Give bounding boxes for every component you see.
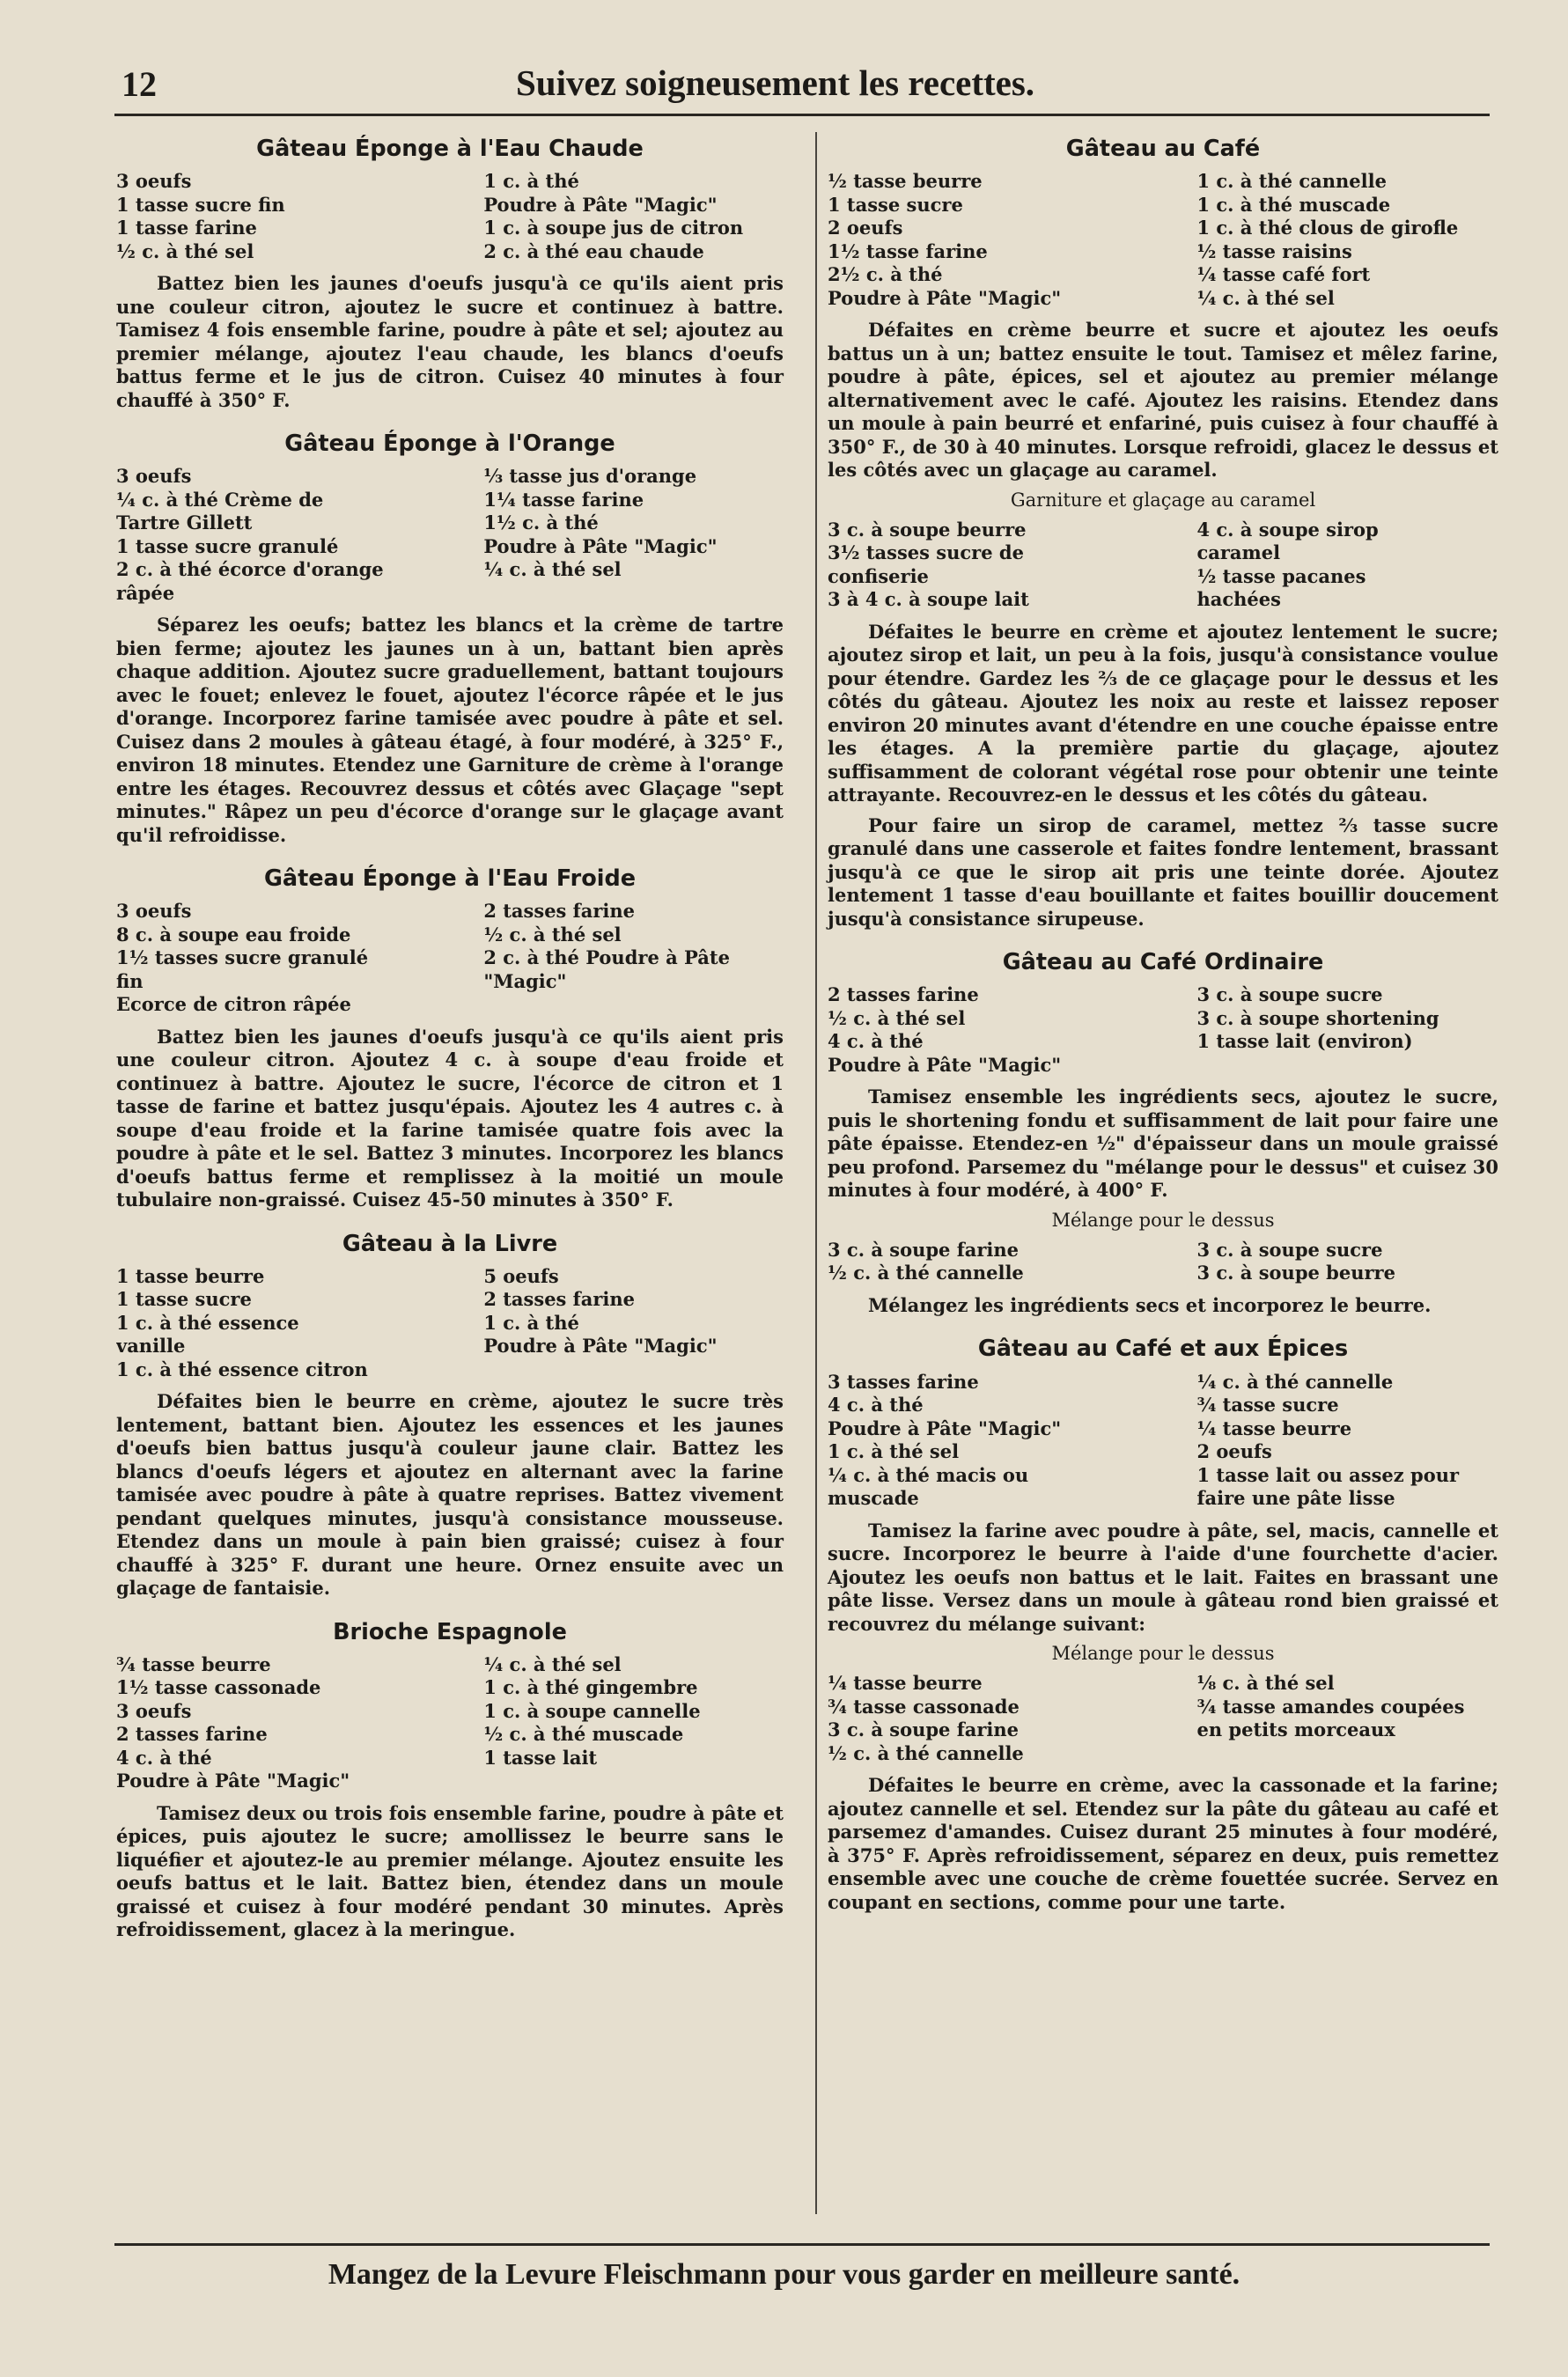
ingredient-item: Poudre à Pâte "Magic" xyxy=(828,286,1062,309)
recipe-title: Gâteau Éponge à l'Eau Froide xyxy=(263,865,637,893)
ingredient-item: 2 c. à thé eau chaude xyxy=(483,239,704,262)
ingredient-item: 1 c. à thé xyxy=(483,170,579,193)
ingredient-item: 3 oeufs xyxy=(116,170,192,193)
instructions-paragraph: Battez bien les jaunes d'oeufs jusqu'à ce qu'ils aient pris une couleur citron. Ajoutez 4 c. à soupe d'eau froide et continuez à battre. Ajoutez le sucre, l'écorce de citron et 1 tasse de farine et battez jusqu'épais. Ajoutez les 4 autres c. à soupe d'eau froide et la farine tamisée quatre fois avec la poudre à pâte et le sel. Battez 3 minutes. Incorporez les blancs d'oeufs battus ferme et remplissez à la moitié un moule tubulaire non-graissé. Cuisez 45-50 minutes à 350° F. xyxy=(116,1025,784,1211)
ingredient-item: 1 c. à thé cannelle xyxy=(1196,170,1387,193)
ingredient-item: ¼ tasse café fort xyxy=(1196,263,1371,286)
left-column xyxy=(116,136,784,1961)
ingredient-item: faire une pâte lisse xyxy=(1196,1487,1395,1510)
instructions-paragraph: Tamisez ensemble les ingrédients secs, ajoutez le sucre, puis le shortening fondu et suffisamment de lait pour faire une pâte épaisse. Etendez-en ½" d'épaisseur dans un moule graissé peu profond. Parsemez du "mélange pour le dessus" et cuisez 30 minutes à four modéré, à 400° F. xyxy=(828,1085,1498,1202)
ingredient-item: 2½ c. à thé xyxy=(828,263,943,286)
ingredient-item: vanille xyxy=(116,1335,186,1358)
ingredient-list xyxy=(828,983,1498,1077)
ingredient-item: 1 tasse farine xyxy=(116,217,257,239)
recipe-section xyxy=(116,1620,784,1942)
ingredient-item: 1¼ tasse farine xyxy=(483,488,644,511)
instructions-paragraph: Pour faire un sirop de caramel, mettez ⅔ tasse sucre granulé dans une casserole et faites fondre lentement, brassant jusqu'à ce que le sirop ait pris une teinte dorée. Ajoutez lentement 1 tasse d'eau bouillante et faites bouillir doucement jusqu'à consistance sirupeuse. xyxy=(828,813,1498,930)
ingredient-item: en petits morceaux xyxy=(1196,1718,1395,1741)
ingredient-list xyxy=(116,1653,784,1793)
recipe-title: Gâteau Éponge à l'Orange xyxy=(284,431,615,458)
ingredient-item: 1 c. à thé gingembre xyxy=(483,1676,698,1699)
ingredient-item: 1½ tasse farine xyxy=(828,239,988,262)
instructions-paragraph: Défaites le beurre en crème et ajoutez lentement le sucre; ajoutez sirop et lait, un peu à la fois, jusqu'à consistance voulue pour étendre. Gardez les ⅔ de ce glaçage pour le dessus et les côtés du gâteau. Ajoutez les noix au reste et laissez reposer environ 20 minutes avant d'étendre en une couche épaisse entre les étages. A la première partie du glaçage, ajoutez suffisamment de colorant végétal rose pour obtenir une teinte attrayante. Recouvrez-en le dessus et les côtés du gâteau. xyxy=(828,620,1498,806)
ingredient-list xyxy=(828,1371,1498,1511)
ingredient-item: 1 c. à soupe cannelle xyxy=(483,1699,701,1722)
ingredient-item: 4 c. à soupe sirop xyxy=(1196,518,1379,541)
ingredient-item: ¼ c. à thé cannelle xyxy=(1196,1370,1394,1393)
recipe-title: Gâteau à la Livre xyxy=(342,1230,558,1257)
ingredient-item: ¼ tasse beurre xyxy=(1196,1417,1352,1439)
ingredient-item: 3 c. à soupe sucre xyxy=(1196,1238,1383,1261)
ingredient-list xyxy=(828,170,1498,310)
ingredient-list xyxy=(828,1239,1498,1285)
ingredient-list xyxy=(116,170,784,263)
ingredient-item: 1 c. à thé essence citron xyxy=(116,1358,368,1380)
ingredient-item: ¼ c. à thé sel xyxy=(483,558,622,581)
ingredient-item: 3 c. à soupe farine xyxy=(828,1238,1020,1261)
ingredient-item: 1 tasse lait (environ) xyxy=(1196,1030,1413,1053)
ingredient-item: ½ tasse beurre xyxy=(828,170,983,193)
ingredient-item: 4 c. à thé xyxy=(116,1746,212,1769)
ingredient-item: 3 c. à soupe sucre xyxy=(1196,983,1383,1006)
recipe-section xyxy=(116,866,784,1212)
top-rule xyxy=(114,114,1490,116)
instructions-paragraph: Défaites le beurre en crème, avec la cassonade et la farine; ajoutez cannelle et sel. Etendez sur la pâte du gâteau au café et parsemez d'amandes. Cuisez durant 25 minutes à four modéré, à 375° F. Après refroidissement, séparez en deux, puis remettez ensemble avec une couche de crème fouettée sucrée. Servez en coupant en sections, comme pour une tarte. xyxy=(828,1774,1498,1913)
instructions-paragraph: Séparez les oeufs; battez les blancs et la crème de tartre bien ferme; ajoutez les jaunes un à un, battant bien après chaque addition. Ajoutez sucre graduellement, battant toujours avec le fouet; enlevez le fouet, ajoutez l'écorce râpée et le jus d'orange. Incorporez farine tamisée avec poudre à pâte et sel. Cuisez dans 2 moules à gâteau étagé, à four modéré, à 325° F., environ 18 minutes. Etendez une Garniture de crème à l'orange entre les étages. Recouvrez dessus et côtés avec Glaçage "sept minutes." Râpez un peu d'écorce d'orange sur le glaçage avant qu'il refroidisse. xyxy=(116,614,784,846)
ingredient-item: 1 c. à soupe jus de citron xyxy=(483,217,744,239)
ingredient-item: Poudre à Pâte "Magic" xyxy=(828,1053,1062,1076)
ingredient-item: 2 c. à thé Poudre à Pâte xyxy=(483,946,730,969)
ingredient-item: ¾ tasse sucre xyxy=(1196,1394,1339,1417)
ingredient-item: "Magic" xyxy=(483,969,567,992)
ingredient-item: ½ tasse pacanes xyxy=(1196,564,1366,587)
ingredient-item: hachées xyxy=(1196,588,1281,611)
ingredient-item: Poudre à Pâte "Magic" xyxy=(828,1417,1062,1439)
ingredient-item: 3½ tasses sucre de xyxy=(828,541,1024,564)
instructions-paragraph: Défaites en crème beurre et sucre et ajoutez les oeufs battus un à un; battez ensuite le tout. Tamisez et mêlez farine, poudre à pâte, épices, sel et ajoutez au premier mélange alternativement avec le café. Ajoutez les raisins. Etendez dans un moule à pain beurré et enfariné, puis cuisez à four chauffé à 350° F., de 30 à 40 minutes. Lorsque refroidi, glacez le dessus et les côtés avec un glaçage au caramel. xyxy=(828,319,1498,482)
ingredient-item: 2 oeufs xyxy=(1196,1440,1272,1463)
ingredient-item: 3 c. à soupe beurre xyxy=(1196,1262,1395,1284)
ingredient-item: 2 tasses farine xyxy=(483,1288,635,1311)
ingredient-item: 8 c. à soupe eau froide xyxy=(116,923,351,946)
ingredient-item: 2 tasses farine xyxy=(828,983,979,1006)
instructions-paragraph: Défaites bien le beurre en crème, ajoutez le sucre très lentement, battant bien. Ajoutez les essences et les jaunes d'oeufs bien battus jusqu'à couleur jaune clair. Battez les blancs d'oeufs légers et ajoutez en alternant avec la farine tamisée avec poudre à pâte à quatre reprises. Battez vivement pendant quelques minutes, jusqu'à consistance mousseuse. Etendez dans un moule à pain bien graissé; cuisez à four chauffé à 325° F. durant une heure. Ornez ensuite avec un glaçage de fantaisie. xyxy=(116,1390,784,1600)
recipe-title: Brioche Espagnole xyxy=(333,1618,567,1645)
recipe-section xyxy=(828,136,1498,931)
ingredient-item: ½ c. à thé muscade xyxy=(483,1723,684,1746)
ingredient-item: 4 c. à thé xyxy=(828,1394,924,1417)
ingredient-item: 3 oeufs xyxy=(116,900,192,923)
footer-slogan: Mangez de la Levure Fleischmann pour vous garder en meilleure santé. xyxy=(328,2258,1240,2291)
ingredient-item: fin xyxy=(116,969,144,992)
ingredient-item: caramel xyxy=(1196,541,1281,564)
recipe-title: Gâteau au Café Ordinaire xyxy=(1002,949,1324,976)
ingredient-item: 3 c. à soupe shortening xyxy=(1196,1006,1439,1029)
ingredient-item: 1 tasse sucre xyxy=(116,1288,252,1311)
ingredient-item: ¾ tasse amandes coupées xyxy=(1196,1695,1465,1718)
recipe-section xyxy=(828,1336,1498,1914)
ingredient-item: ¼ c. à thé Crème de xyxy=(116,488,324,511)
ingredient-item: 3 c. à soupe beurre xyxy=(828,518,1027,541)
recipe-section xyxy=(116,431,784,847)
ingredient-list xyxy=(116,900,784,1017)
ingredient-item: 1 c. à thé xyxy=(483,1311,579,1334)
ingredient-item: ¾ tasse cassonade xyxy=(828,1695,1020,1718)
ingredient-item: 2 tasses farine xyxy=(483,900,635,923)
ingredient-item: 2 oeufs xyxy=(828,217,903,239)
ingredient-item: ¼ c. à thé sel xyxy=(1196,286,1335,309)
sub-heading: Mélange pour le dessus xyxy=(1051,1643,1275,1665)
ingredient-item: 1 c. à thé clous de girofle xyxy=(1196,217,1459,239)
ingredient-item: ¾ tasse beurre xyxy=(116,1652,271,1675)
column-divider xyxy=(815,132,817,2214)
ingredient-item: 1 tasse beurre xyxy=(116,1264,265,1287)
ingredient-item: 1 tasse lait xyxy=(483,1746,598,1769)
ingredient-item: 1 tasse sucre xyxy=(828,193,963,216)
ingredient-item: 1½ tasses sucre granulé xyxy=(116,946,369,969)
ingredient-item: 3 c. à soupe farine xyxy=(828,1718,1020,1741)
ingredient-item: 3 oeufs xyxy=(116,1699,192,1722)
running-title: Suivez soigneusement les recettes. xyxy=(516,63,1035,103)
ingredient-item: 1½ c. à thé xyxy=(483,511,599,534)
ingredient-item: ⅛ c. à thé sel xyxy=(1196,1672,1335,1695)
ingredient-item: 2 c. à thé écorce d'orange xyxy=(116,558,384,581)
ingredient-item: 4 c. à thé xyxy=(828,1030,924,1053)
recipe-section xyxy=(116,136,784,412)
ingredient-item: ½ c. à thé cannelle xyxy=(828,1262,1024,1284)
ingredient-item: ½ c. à thé sel xyxy=(828,1006,966,1029)
ingredient-item: 5 oeufs xyxy=(483,1264,559,1287)
ingredient-item xyxy=(1196,1742,1505,1766)
ingredient-item: 1 tasse lait ou assez pour xyxy=(1196,1463,1460,1486)
ingredient-item: Tartre Gillett xyxy=(116,511,253,534)
ingredient-item: ½ c. à thé sel xyxy=(116,239,254,262)
ingredient-item: Poudre à Pâte "Magic" xyxy=(483,193,718,216)
ingredient-item: 1 c. à thé muscade xyxy=(1196,193,1391,216)
ingredient-item: ½ c. à thé sel xyxy=(483,923,622,946)
ingredient-item: 1½ tasse cassonade xyxy=(116,1676,321,1699)
ingredient-item: 3 tasses farine xyxy=(828,1370,979,1393)
ingredient-list xyxy=(828,1672,1498,1765)
recipe-title: Gâteau au Café et aux Épices xyxy=(977,1336,1349,1363)
recipe-title: Gâteau au Café xyxy=(1065,136,1261,162)
instructions-paragraph: Mélangez les ingrédients secs et incorporez le beurre. xyxy=(868,1293,1432,1316)
right-column xyxy=(828,136,1498,1933)
instructions-paragraph: Tamisez la farine avec poudre à pâte, sel, macis, cannelle et sucre. Incorporez le beurre à l'aide d'une fourchette d'acier. Ajoutez les oeufs non battus et le lait. Faites en brassant une pâte lisse. Versez dans un moule à gâteau rond bien graissé et recouvrez du mélange suivant: xyxy=(828,1519,1498,1635)
ingredient-item: 1 c. à thé sel xyxy=(828,1440,960,1463)
bottom-rule xyxy=(114,2243,1490,2246)
recipe-section xyxy=(116,1232,784,1601)
ingredient-item: 3 à 4 c. à soupe lait xyxy=(828,588,1029,611)
ingredient-item: confiserie xyxy=(828,564,929,587)
ingredient-item: Ecorce de citron râpée xyxy=(116,993,351,1016)
ingredient-item: ½ c. à thé cannelle xyxy=(828,1741,1024,1764)
ingredient-item: 1 c. à thé essence xyxy=(116,1311,299,1334)
ingredient-item: ½ tasse raisins xyxy=(1196,239,1352,262)
ingredient-item: ¼ c. à thé macis ou xyxy=(828,1463,1029,1486)
recipe-section xyxy=(828,950,1498,1317)
instructions-paragraph: Tamisez deux ou trois fois ensemble farine, poudre à pâte et épices, puis ajoutez le sucre; amollissez le beurre sans le liquéfier et ajoutez-le au premier mélange. Ajoutez ensuite les oeufs battus et le lait. Battez bien, étendez dans un moule graissé et cuisez à four modéré pendant 30 minutes. Après refroidissement, glacez à la meringue. xyxy=(116,1801,784,1941)
sub-heading: Mélange pour le dessus xyxy=(1051,1209,1275,1231)
ingredient-item xyxy=(483,582,791,606)
ingredient-item: ¼ c. à thé sel xyxy=(483,1652,622,1675)
ingredient-list xyxy=(828,519,1498,612)
ingredient-item: 1 tasse sucre granulé xyxy=(116,534,339,557)
sub-heading: Garniture et glaçage au caramel xyxy=(1010,489,1316,511)
ingredient-item: Poudre à Pâte "Magic" xyxy=(483,1335,718,1358)
ingredient-item: Poudre à Pâte "Magic" xyxy=(116,1770,350,1792)
ingredient-item: ⅓ tasse jus d'orange xyxy=(483,465,697,488)
ingredient-item: muscade xyxy=(828,1487,919,1510)
ingredient-list xyxy=(116,1265,784,1382)
ingredient-item: 1 tasse sucre fin xyxy=(116,193,285,216)
ingredient-list xyxy=(116,465,784,605)
recipe-title: Gâteau Éponge à l'Eau Chaude xyxy=(256,136,644,162)
ingredient-item: râpée xyxy=(116,581,175,604)
ingredient-item: 2 tasses farine xyxy=(116,1723,268,1746)
instructions-paragraph: Battez bien les jaunes d'oeufs jusqu'à ce qu'ils aient pris une couleur citron, ajoutez le sucre et continuez à battre. Tamisez 4 fois ensemble farine, poudre à pâte et sel; ajoutez au premier mélange, ajoutez l'eau chaude, les blancs d'oeufs battus ferme et le jus de citron. Cuisez 40 minutes à four chauffé à 350° F. xyxy=(116,272,784,411)
ingredient-item: Poudre à Pâte "Magic" xyxy=(483,534,718,557)
ingredient-item: ¼ tasse beurre xyxy=(828,1672,983,1695)
ingredient-item: 3 oeufs xyxy=(116,465,192,488)
page-number: 12 xyxy=(121,64,157,104)
